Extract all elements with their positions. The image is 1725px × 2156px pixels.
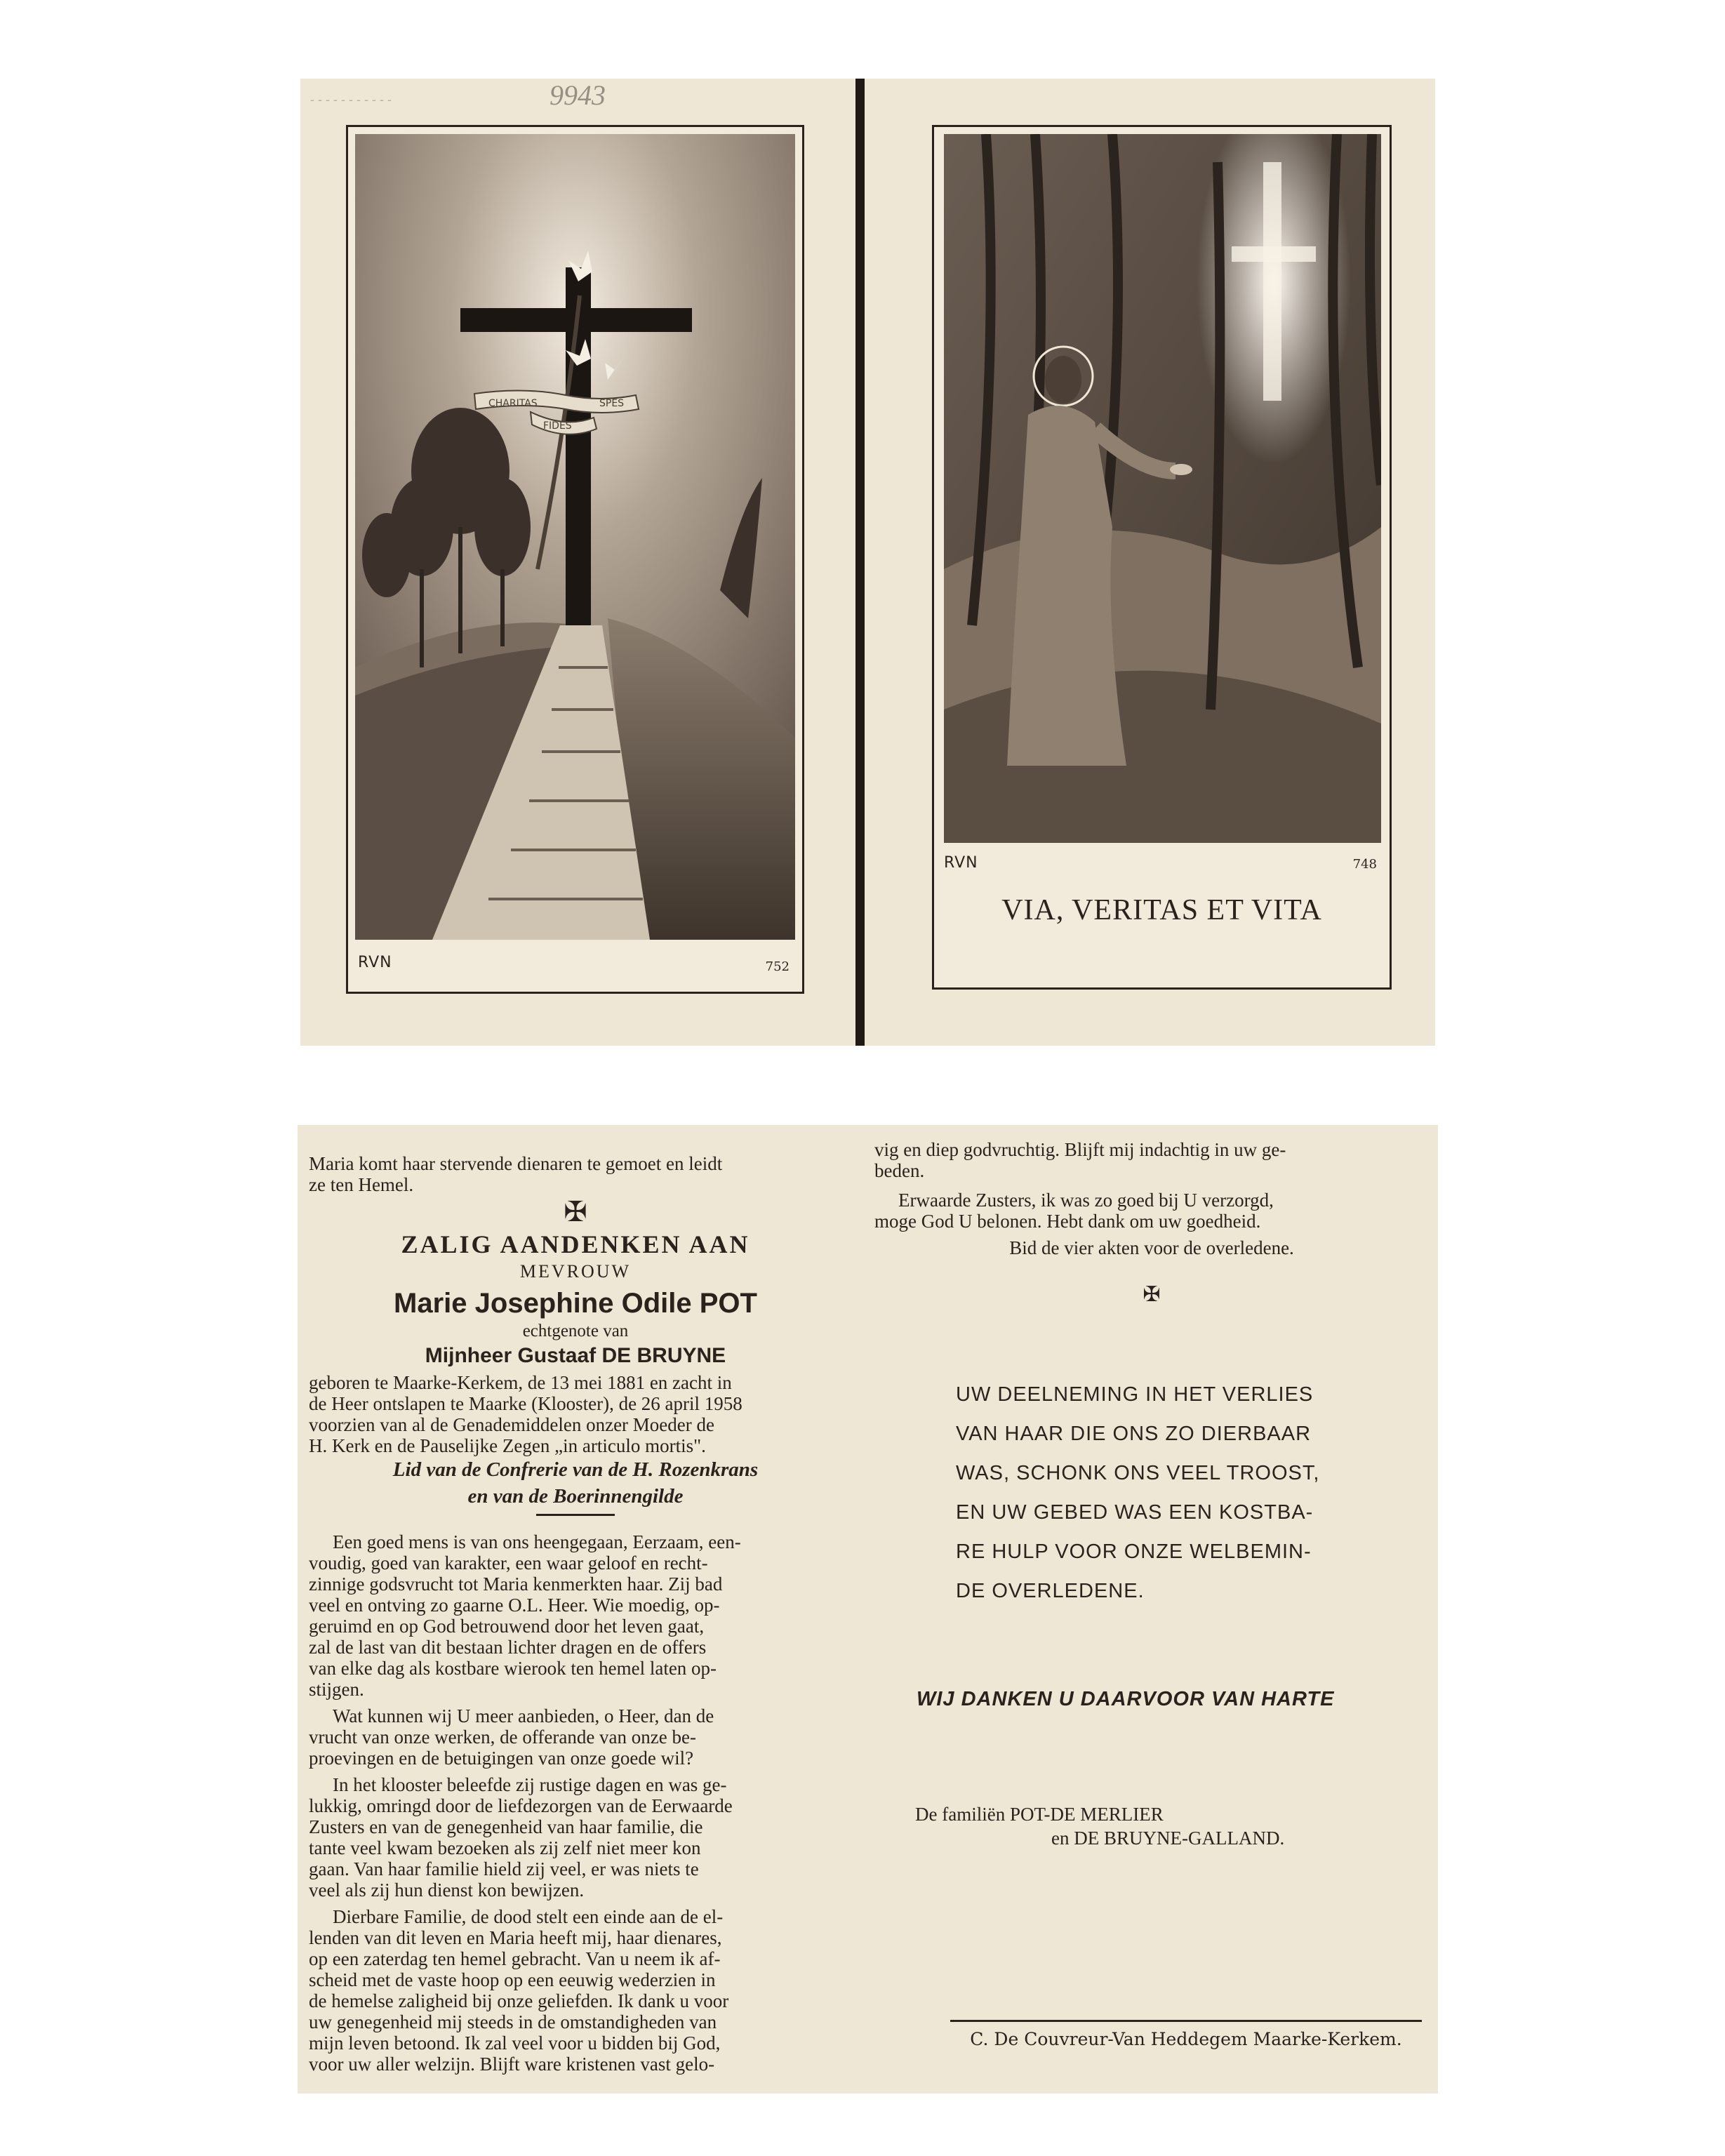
faded-stamp: - - - - - - - - - - - xyxy=(310,93,392,107)
family-line: en DE BRUYNE-GALLAND. xyxy=(1051,1828,1285,1849)
continuation-line: beden. xyxy=(874,1160,925,1181)
continuation-line: vig en diep godvruchtig. Blijft mij indachtig in uw ge- xyxy=(874,1139,1286,1160)
condolence-line: DE OVERLEDENE. xyxy=(956,1580,1145,1602)
paragraph-line: tante veel kwam bezoeken als zij zelf niet meer kon xyxy=(309,1837,701,1858)
spouse-name: Mijnheer Gustaaf DE BRUYNE xyxy=(425,1344,726,1367)
membership-line: Lid van de Confrerie van de H. Rozenkrans xyxy=(392,1458,759,1481)
paragraph-line: Zusters en van de genegenheid van haar familie, die xyxy=(309,1816,703,1837)
divider xyxy=(950,2020,1422,2022)
paragraph-line: scheid met de vaste hoop op een eeuwig wederzien in xyxy=(309,1969,716,1990)
intro-line: Maria komt haar stervende dienaren te gemoet en leidt xyxy=(309,1153,723,1174)
paragraph-line: voudig, goed van karakter, een waar geloof en recht- xyxy=(309,1552,708,1573)
birth-line: H. Kerk en de Pauselijke Zegen „in articulo mortis". xyxy=(309,1435,706,1456)
condolence-line: UW DEELNEMING IN HET VERLIES xyxy=(956,1383,1314,1406)
paragraph-line: op een zaterdag ten hemel gebracht. Van u neem ik af- xyxy=(309,1948,721,1969)
artist-signature: RVN xyxy=(358,954,392,971)
birth-line: geboren te Maarke-Kerkem, de 13 mei 1881 en zacht in xyxy=(309,1372,732,1393)
paragraph-line: gaan. Van haar familie hield zij veel, er was niets te xyxy=(309,1858,699,1879)
paragraph xyxy=(309,1705,842,1769)
prayer-line: Bid de vier akten voor de overledene. xyxy=(1009,1237,1294,1258)
paragraph-line: Dierbare Familie, de dood stelt een einde aan de el- xyxy=(333,1906,724,1927)
paragraph xyxy=(309,1774,842,1901)
spouse-intro: echtgenote van xyxy=(522,1322,629,1340)
membership-line: en van de Boerinnengilde xyxy=(467,1485,684,1508)
label-fides: FIDES xyxy=(543,420,572,432)
paragraph-line: mijn leven betoond. Ik zal veel voor u bidden bij God, xyxy=(309,2032,721,2054)
artist-signature: RVN xyxy=(944,854,978,872)
paragraph-line: proevingen en de betuigingen van onze goede wil? xyxy=(309,1748,694,1769)
birth-line: de Heer ontslapen te Maarke (Klooster), de 26 april 1958 xyxy=(309,1393,742,1414)
cross-image-panel xyxy=(346,125,804,994)
paragraph-line: lukkig, omringd door de liefdezorgen van de Eerwaarde xyxy=(309,1795,733,1816)
card-back xyxy=(298,1125,1438,2094)
condolence-line: EN UW GEBED WAS EEN KOSTBA- xyxy=(956,1501,1314,1524)
paragraph-line: veel als zij hun dienst kon bewijzen. xyxy=(309,1879,585,1901)
sisters-line: Erwaarde Zusters, ik was zo goed bij U verzorgd, xyxy=(898,1190,1274,1211)
paragraph-line: Wat kunnen wij U meer aanbieden, o Heer, dan de xyxy=(333,1705,714,1726)
image-number: 752 xyxy=(765,959,790,974)
motto-text: VIA, VERITAS ET VITA xyxy=(1001,894,1322,926)
intro-line: ze ten Hemel. xyxy=(309,1174,414,1195)
paragraph-line: zinnige godsvrucht tot Maria kenmerkten haar. Zij bad xyxy=(309,1573,723,1595)
title-mevrouw: MEVROUW xyxy=(519,1261,632,1282)
deceased-name: Marie Josephine Odile POT xyxy=(394,1288,757,1319)
family-line: De familiën POT-DE MERLIER xyxy=(915,1804,1164,1825)
thanks-line: WIJ DANKEN U DAARVOOR VAN HARTE xyxy=(917,1688,1335,1710)
printer-imprint: C. De Couvreur-Van Heddegem Maarke-Kerkem. xyxy=(970,2029,1402,2049)
cross-illustration xyxy=(355,134,795,940)
archive-number: 9943 xyxy=(550,79,606,111)
paragraph-line: de hemelse zaligheid bij onze geliefden. Ik dank u voor xyxy=(309,1990,729,2011)
label-spes: SPES xyxy=(599,398,625,409)
paragraph-line: voor uw aller welzijn. Blijft ware kristenen vast gelo- xyxy=(309,2054,715,2075)
paragraph-line: veel en ontving zo gaarne O.L. Heer. Wie moedig, op- xyxy=(309,1595,720,1616)
paragraph xyxy=(309,1531,842,1700)
paragraph-line: In het klooster beleefde zij rustige dagen en was ge- xyxy=(333,1774,727,1795)
label-charitas: CHARITAS xyxy=(488,398,538,409)
birth-line: voorzien van al de Genademiddelen onzer Moeder de xyxy=(309,1414,714,1435)
card-front xyxy=(300,79,1435,1046)
condolence-line: VAN HAAR DIE ONS ZO DIERBAAR xyxy=(956,1423,1312,1445)
christ-image-panel xyxy=(932,125,1392,990)
paragraph-line: lenden van dit leven en Maria heeft mij, haar dienares, xyxy=(309,1927,722,1948)
cross-icon: ✠ xyxy=(1143,1283,1161,1306)
paragraph-line: van elke dag als kostbare wierook ten hemel laten op- xyxy=(309,1658,717,1679)
paragraph-line: zal de last van dit bestaan lichter dragen en de offers xyxy=(309,1637,707,1658)
cross-icon: ✠ xyxy=(564,1196,587,1227)
fold-line xyxy=(855,79,865,1046)
memorial-heading: ZALIG AANDENKEN AAN xyxy=(401,1230,750,1258)
paragraph xyxy=(309,1906,842,2075)
condolence-line: RE HULP VOOR ONZE WELBEMIN- xyxy=(956,1541,1312,1563)
image-number: 748 xyxy=(1352,857,1377,872)
sisters-line: moge God U belonen. Hebt dank om uw goedheid. xyxy=(874,1211,1261,1232)
condolence-line: WAS, SCHONK ONS VEEL TROOST, xyxy=(956,1462,1320,1484)
paragraph-line: geruimd en op God betrouwend door het leven gaat, xyxy=(309,1616,705,1637)
paragraph-line: stijgen. xyxy=(309,1679,364,1700)
christ-illustration xyxy=(944,134,1381,843)
printer-area xyxy=(874,1125,1429,2094)
left-text-column xyxy=(309,1153,842,2075)
paragraph-line: Een goed mens is van ons heengegaan, Eerzaam, een- xyxy=(333,1531,741,1552)
paragraph-line: uw genegenheid mij steeds in de omstandigheden van xyxy=(309,2011,717,2032)
paragraph-line: vrucht van onze werken, de offerande van onze be- xyxy=(309,1726,696,1748)
divider xyxy=(536,1514,615,1516)
